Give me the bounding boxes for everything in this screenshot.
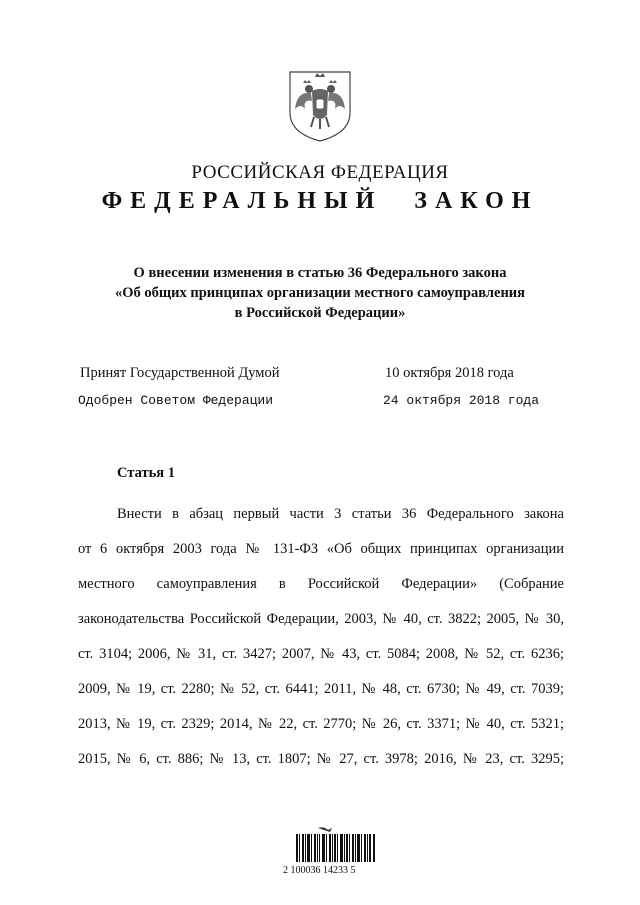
council-approval-date: 24 октября 2018 года (383, 393, 540, 408)
country-name: РОССИЙСКАЯ ФЕДЕРАЦИЯ (191, 162, 449, 183)
duma-adoption-label: Принят Государственной Думой (80, 365, 280, 381)
russian-coat-of-arms-icon (287, 69, 353, 143)
article-line: 2015, № 6, ст. 886; № 13, ст. 1807; № 27, ст. 3978; 2016, № 23, ст. 3295; (78, 751, 564, 767)
law-title (60, 263, 580, 323)
article-body (78, 497, 564, 777)
duma-adoption-date: 10 октября 2018 года (385, 365, 514, 381)
article-line: законодательства Российской Федерации, 2003, № 40, ст. 3822; 2005, № 30, (78, 611, 564, 627)
article-line: ст. 3104; 2006, № 31, ст. 3427; 2007, № 43, ст. 5084; 2008, № 52, ст. 6236; (78, 646, 564, 662)
law-title-line: О внесении изменения в статью 36 Федерального закона (133, 265, 507, 281)
article-line: 2013, № 19, ст. 2329; 2014, № 22, ст. 2770; № 26, ст. 3371; № 40, ст. 5321; (78, 716, 564, 732)
article-line: Внести в абзац первый части 3 статьи 36 Федерального закона (117, 506, 564, 522)
article-line: 2009, № 19, ст. 2280; № 52, ст. 6441; 2011, № 48, ст. 6730; № 49, ст. 7039; (78, 681, 564, 697)
article-line: от 6 октября 2003 года № 131-ФЗ «Об общих принципах организации (78, 541, 564, 557)
article-line: местного самоуправления в Российской Федерации» (Собрание (78, 576, 564, 592)
council-approval-label: Одобрен Советом Федерации (78, 393, 274, 408)
barcode (296, 826, 376, 869)
barcode-number: 2 100036 14233 5 (283, 865, 356, 876)
article-heading: Статья 1 (117, 465, 175, 481)
law-title-line: в Российской Федерации» (234, 305, 406, 321)
barcode-icon (296, 826, 376, 864)
law-title-line: «Об общих принципах организации местного самоуправления (115, 285, 525, 301)
document-type: ФЕДЕРАЛЬНЫЙ ЗАКОН (101, 188, 539, 214)
